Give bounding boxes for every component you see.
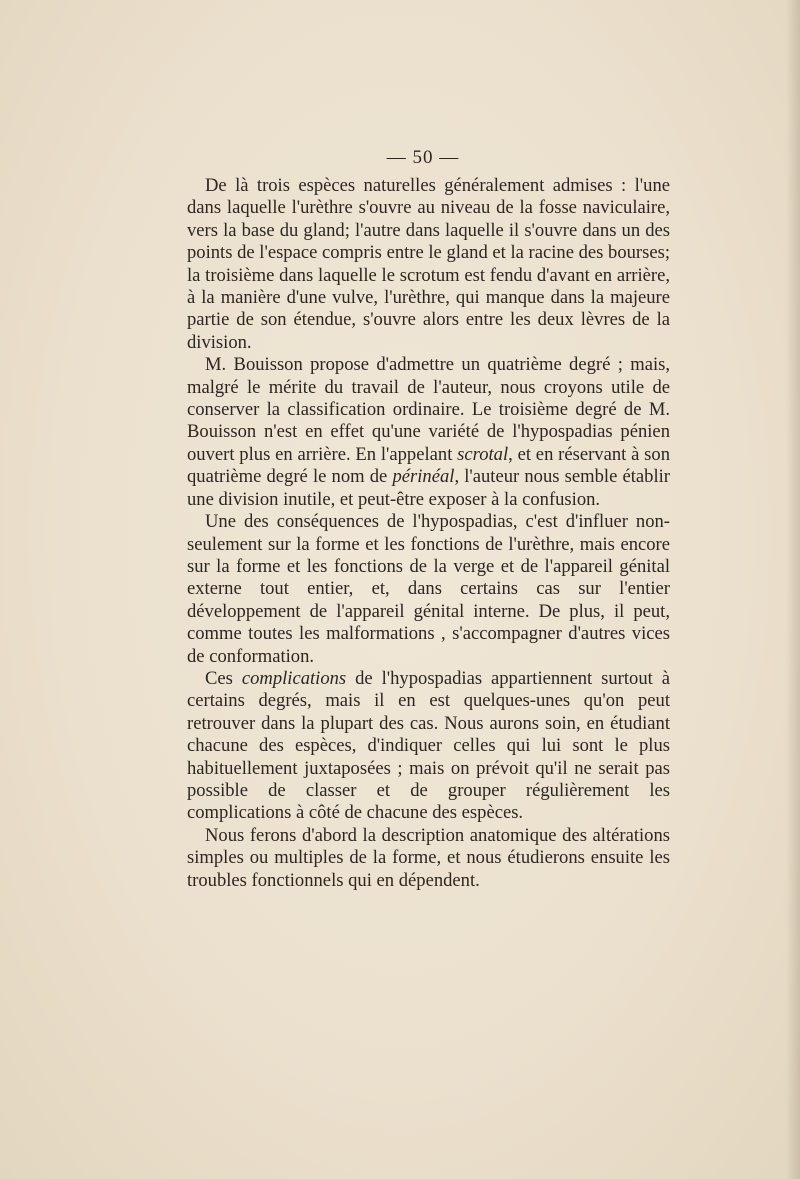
paragraph-1: De là trois espèces naturelles généralement admises : l'une dans laquelle l'urèthre s'ouvre au niveau de la fosse naviculaire, vers la base du gland; l'autre dans laquelle il s'ouvre dans un des points de l'espace compris entre le gland et la racine des bourses; la troisième dans laquelle le scrotum est fendu d'avant en arrière, à la manière d'une vulve, l'urèthre, qui manque dans la majeure partie de son étendue, s'ouvre alors entre les deux lèvres de la division. bbox=[187, 175, 671, 353]
italic-term-complications: complications bbox=[241, 667, 347, 689]
paragraph-4-text-before: Ces bbox=[205, 667, 242, 689]
paragraph-5: Nous ferons d'abord la description anatomique des altérations simples ou multiples de la forme, et nous étudierons ensuite les troubles fonctionnels qui en dépendent. bbox=[187, 824, 670, 891]
paragraph-2-text-before: M. Bouisson propose d'admettre un quatrième degré ; mais, malgré le mérite du travail de l'auteur, nous croyons utile de conserver la classification ordinaire. Le troisième degré de M. Bouisson n'est en effet qu'une variété de l'hypospadias pénien ouvert plus en arrière. En l'appelant bbox=[187, 354, 670, 465]
paragraph-2 bbox=[187, 354, 670, 511]
page-edge-shadow bbox=[786, 0, 800, 1179]
page-number: — 50 — bbox=[386, 147, 460, 168]
paragraph-4 bbox=[187, 668, 670, 825]
paragraph-4-text-after: de l'hypospadias appartiennent surtout à certains degrés, mais il en est quelques-unes qu'on peut retrouver dans la plupart des cas. Nous aurons soin, en étudiant chacune des espèces, d'indiquer celles qui lui sont le plus habituellement juxtaposées ; mais on prévoit qu'il ne serait pas possible de classer et de grouper régulièrement les complications à côté de chacune des espèces. bbox=[187, 667, 670, 824]
paragraph-3: Une des conséquences de l'hypospadias, c'est d'influer non-seulement sur la forme et les fonctions de l'urèthre, mais encore sur la forme et les fonctions de la verge et de l'appareil génital externe tout entier, et, dans certains cas sur l'entier développement de l'appareil génital interne. De plus, il peut, comme toutes les malformations , s'accompagner d'autres vices de conformation. bbox=[187, 511, 670, 667]
paragraph-2-text-middle: , et en réservant à son quatrième degré le nom de bbox=[187, 443, 670, 488]
italic-term-scrotal: scrotal bbox=[457, 443, 509, 465]
paragraph-2-text-after: , l'auteur nous semble établir une division inutile, et peut-être exposer à la confusion. bbox=[187, 466, 670, 510]
body-text bbox=[187, 175, 670, 892]
italic-term-perineal: périnéal bbox=[392, 466, 455, 488]
